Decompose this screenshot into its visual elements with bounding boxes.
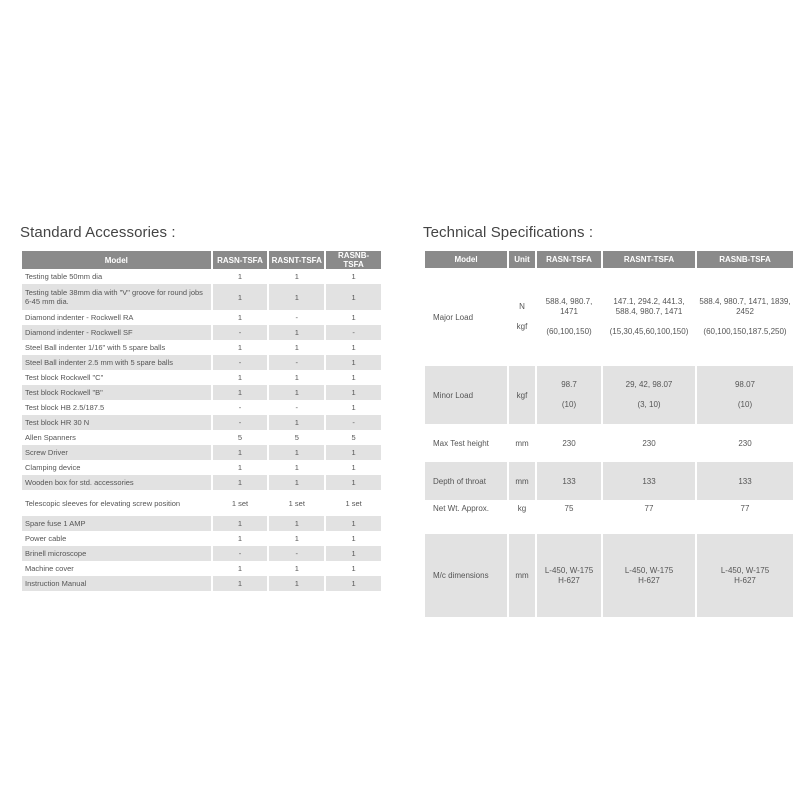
spec-value-b: H-627 bbox=[734, 575, 756, 585]
qty-rasnb: 1 bbox=[351, 564, 356, 573]
accessory-name: Diamond indenter - Rockwell RA bbox=[25, 313, 134, 322]
spec-unit: mm bbox=[509, 534, 535, 617]
qty-rasnt: 1 bbox=[269, 576, 324, 591]
qty-rasn: 1 bbox=[213, 385, 268, 400]
spec-value-rasnt: 77 bbox=[644, 504, 654, 513]
accessory-name: Diamond indenter - Rockwell SF bbox=[22, 325, 211, 340]
spec-unit: kgf bbox=[509, 366, 535, 424]
qty-rasn: 1 bbox=[237, 343, 243, 352]
qty-rasnt: 5 bbox=[294, 433, 299, 442]
spec-value-b: H-627 bbox=[638, 575, 660, 585]
header-rasn: RASN-TSFA bbox=[537, 251, 601, 268]
spec-value-rasn: 75 bbox=[564, 504, 574, 513]
spec-label: Depth of throat bbox=[425, 462, 507, 500]
spec-value-rasn bbox=[537, 268, 601, 366]
qty-rasnb: 1 bbox=[326, 355, 381, 370]
spec-label: Minor Load bbox=[425, 366, 507, 424]
specs-header-row bbox=[425, 251, 793, 268]
spec-row-depth-of-throat bbox=[425, 462, 793, 500]
spec-label: Max Test height bbox=[433, 438, 489, 448]
qty-rasn: 1 bbox=[213, 576, 268, 591]
spec-value-rasn: 230 bbox=[562, 438, 576, 448]
qty-rasnb: - bbox=[326, 415, 381, 430]
spec-value-kgf: (15,30,45,60,100,150) bbox=[609, 327, 689, 336]
specs-table bbox=[423, 251, 795, 617]
spec-unit: kg bbox=[517, 504, 527, 513]
table-row bbox=[22, 460, 381, 475]
accessory-name: Power cable bbox=[25, 534, 67, 543]
header-rasnb: RASNB-TSFA bbox=[326, 251, 381, 269]
spec-value-b: (10) bbox=[737, 400, 753, 409]
accessory-name: Test block HR 30 N bbox=[22, 415, 211, 430]
spec-value-a: 29, 42, 98.07 bbox=[625, 380, 673, 389]
accessory-name: Instruction Manual bbox=[22, 576, 211, 591]
spec-value-kgf: (60,100,150,187.5,250) bbox=[703, 327, 787, 336]
qty-rasn: 1 bbox=[237, 463, 243, 472]
qty-rasn: 5 bbox=[237, 433, 243, 442]
qty-rasnt: 1 bbox=[269, 325, 324, 340]
table-row bbox=[22, 561, 381, 576]
qty-rasnt: - bbox=[295, 403, 299, 412]
spec-label: M/c dimensions bbox=[425, 534, 507, 617]
table-row bbox=[22, 576, 381, 591]
spec-value-n: 147.1, 294.2, 441.3, 588.4, 980.7, 1471 bbox=[613, 297, 685, 316]
spec-value-n: 588.4, 980.7, 1471, 1839, 2452 bbox=[699, 297, 791, 316]
header-rasnt: RASNT-TSFA bbox=[269, 251, 324, 269]
spec-value-kgf: (60,100,150) bbox=[546, 327, 592, 336]
accessory-name: Test block Rockwell "B" bbox=[22, 385, 211, 400]
qty-rasnt: 1 bbox=[269, 284, 324, 310]
header-unit: Unit bbox=[509, 251, 535, 268]
table-row bbox=[22, 415, 381, 430]
qty-rasnt: 1 bbox=[269, 445, 324, 460]
qty-rasnt: 1 bbox=[294, 534, 299, 543]
spec-value-rasnb bbox=[697, 268, 793, 366]
qty-rasn: 1 bbox=[213, 475, 268, 490]
spec-row-max-test-height bbox=[425, 424, 793, 462]
spec-value-rasnt: 133 bbox=[603, 462, 695, 500]
qty-rasnb: 1 bbox=[326, 284, 381, 310]
table-row bbox=[22, 445, 381, 460]
qty-rasnb: 1 bbox=[326, 475, 381, 490]
qty-rasnt: 1 bbox=[294, 564, 299, 573]
qty-rasnb: 1 bbox=[326, 385, 381, 400]
qty-rasn: - bbox=[213, 546, 268, 561]
qty-rasnt: 1 bbox=[294, 272, 299, 281]
qty-rasn: 1 bbox=[237, 534, 243, 543]
spec-value-rasnt bbox=[603, 268, 695, 366]
header-model: Model bbox=[425, 251, 507, 268]
table-row bbox=[22, 355, 381, 370]
accessory-name: Test block HB 2.5/187.5 bbox=[25, 403, 105, 412]
spec-value-rasnb: 230 bbox=[738, 438, 752, 448]
spec-unit: mm bbox=[509, 462, 535, 500]
table-row bbox=[22, 310, 381, 325]
qty-rasn: 1 bbox=[213, 516, 268, 531]
table-row bbox=[22, 430, 381, 445]
spec-value-rasnb bbox=[697, 534, 793, 617]
qty-rasn: 1 bbox=[213, 284, 268, 310]
spec-value-b: H-627 bbox=[558, 575, 580, 585]
spec-row-major-load bbox=[425, 268, 793, 366]
table-row bbox=[22, 516, 381, 531]
header-rasnb: RASNB-TSFA bbox=[697, 251, 793, 268]
qty-rasn: - bbox=[238, 403, 242, 412]
table-row bbox=[22, 531, 381, 546]
qty-rasnb: 1 bbox=[351, 272, 356, 281]
qty-rasnt: 1 bbox=[269, 415, 324, 430]
qty-rasnb: 1 bbox=[326, 516, 381, 531]
qty-rasnt: 1 bbox=[269, 385, 324, 400]
spec-value-rasnb bbox=[697, 366, 793, 424]
spec-value-b: (3, 10) bbox=[637, 400, 661, 409]
spec-unit-n: N bbox=[519, 302, 525, 311]
table-row bbox=[22, 475, 381, 490]
qty-rasnb: 1 bbox=[351, 463, 356, 472]
spec-label: Major Load bbox=[433, 312, 474, 322]
qty-rasn: - bbox=[213, 355, 268, 370]
header-rasn: RASN-TSFA bbox=[213, 251, 268, 269]
qty-rasnt: 1 bbox=[294, 463, 299, 472]
spec-unit-cell bbox=[509, 268, 535, 366]
qty-rasnb: 1 bbox=[351, 343, 356, 352]
qty-rasnt: 1 bbox=[294, 373, 299, 382]
accessory-name: Machine cover bbox=[25, 564, 74, 573]
qty-rasnb: 5 bbox=[351, 433, 356, 442]
accessory-name: Screw Driver bbox=[22, 445, 211, 460]
header-model: Model bbox=[22, 251, 211, 269]
accessory-name: Telescopic sleeves for elevating screw position bbox=[25, 498, 181, 508]
specs-title: Technical Specifications : bbox=[423, 224, 594, 241]
table-row bbox=[22, 370, 381, 385]
spec-value-rasn: 133 bbox=[537, 462, 601, 500]
spec-value-rasnt bbox=[603, 534, 695, 617]
spec-value-a: 98.07 bbox=[734, 380, 756, 389]
header-rasnt: RASNT-TSFA bbox=[603, 251, 695, 268]
qty-rasnt: 1 bbox=[294, 343, 299, 352]
spec-value-n: 588.4, 980.7, 1471 bbox=[545, 297, 593, 316]
qty-rasn: 1 set bbox=[231, 498, 249, 508]
spec-value-a: 98.7 bbox=[561, 380, 577, 389]
qty-rasn: 1 bbox=[237, 564, 243, 573]
spec-row-minor-load bbox=[425, 366, 793, 424]
table-row bbox=[22, 546, 381, 561]
spec-value-rasnb: 77 bbox=[740, 504, 750, 513]
accessory-name: Allen Spanners bbox=[25, 433, 76, 442]
qty-rasnb: 1 bbox=[326, 445, 381, 460]
spec-value-rasnt bbox=[603, 366, 695, 424]
accessory-name: Clamping device bbox=[25, 463, 81, 472]
table-row bbox=[22, 400, 381, 415]
qty-rasnb: 1 bbox=[351, 313, 356, 322]
table-row bbox=[22, 325, 381, 340]
qty-rasnb: 1 set bbox=[345, 498, 362, 508]
spec-unit-kgf: kgf bbox=[516, 322, 528, 331]
accessory-name: Steel Ball indenter 2.5 mm with 5 spare balls bbox=[22, 355, 211, 370]
qty-rasnb: - bbox=[326, 325, 381, 340]
spec-value-a: L-450, W-175 bbox=[624, 565, 674, 575]
accessory-name: Testing table 38mm dia with "V" groove for round jobs 6-45 mm dia. bbox=[22, 284, 211, 310]
table-row bbox=[22, 490, 381, 516]
spec-value-rasn bbox=[537, 534, 601, 617]
spec-unit: mm bbox=[515, 438, 529, 448]
qty-rasn: - bbox=[213, 325, 268, 340]
qty-rasn: - bbox=[213, 415, 268, 430]
spec-row-net-wt bbox=[425, 500, 793, 534]
qty-rasnt: - bbox=[269, 355, 324, 370]
qty-rasnb: 1 bbox=[326, 546, 381, 561]
qty-rasn: 1 bbox=[237, 272, 243, 281]
spec-label: Net Wt. Approx. bbox=[433, 504, 490, 513]
accessories-header-row bbox=[22, 251, 381, 269]
qty-rasnt: 1 bbox=[269, 475, 324, 490]
qty-rasnb: 1 bbox=[326, 576, 381, 591]
accessories-table bbox=[20, 251, 383, 591]
spec-value-a: L-450, W-175 bbox=[544, 565, 594, 575]
qty-rasnb: 1 bbox=[351, 534, 356, 543]
table-row bbox=[22, 385, 381, 400]
spec-value-rasnt: 230 bbox=[642, 438, 656, 448]
spec-row-mc-dimensions bbox=[425, 534, 793, 617]
qty-rasnb: 1 bbox=[351, 403, 356, 412]
qty-rasn: 1 bbox=[237, 373, 243, 382]
table-row bbox=[22, 284, 381, 310]
accessory-name: Testing table 50mm dia bbox=[25, 272, 103, 281]
spec-value-b: (10) bbox=[561, 400, 577, 409]
spec-value-a: L-450, W-175 bbox=[720, 565, 770, 575]
qty-rasn: 1 bbox=[213, 445, 268, 460]
accessory-name: Test block Rockwell "C" bbox=[25, 373, 104, 382]
accessory-name: Brinell microscope bbox=[22, 546, 211, 561]
table-row bbox=[22, 340, 381, 355]
accessory-name: Steel Ball indenter 1/16" with 5 spare balls bbox=[25, 343, 166, 352]
qty-rasnt: - bbox=[295, 313, 299, 322]
accessory-name: Wooden box for std. accessories bbox=[22, 475, 211, 490]
spec-value-rasnb: 133 bbox=[697, 462, 793, 500]
qty-rasnt: 1 bbox=[269, 516, 324, 531]
table-row bbox=[22, 269, 381, 284]
qty-rasnt: 1 set bbox=[288, 498, 305, 508]
accessory-name: Spare fuse 1 AMP bbox=[22, 516, 211, 531]
qty-rasn: 1 bbox=[237, 313, 243, 322]
spec-value-rasn bbox=[537, 366, 601, 424]
qty-rasnt: - bbox=[269, 546, 324, 561]
accessories-title: Standard Accessories : bbox=[20, 224, 176, 241]
qty-rasnb: 1 bbox=[351, 373, 356, 382]
